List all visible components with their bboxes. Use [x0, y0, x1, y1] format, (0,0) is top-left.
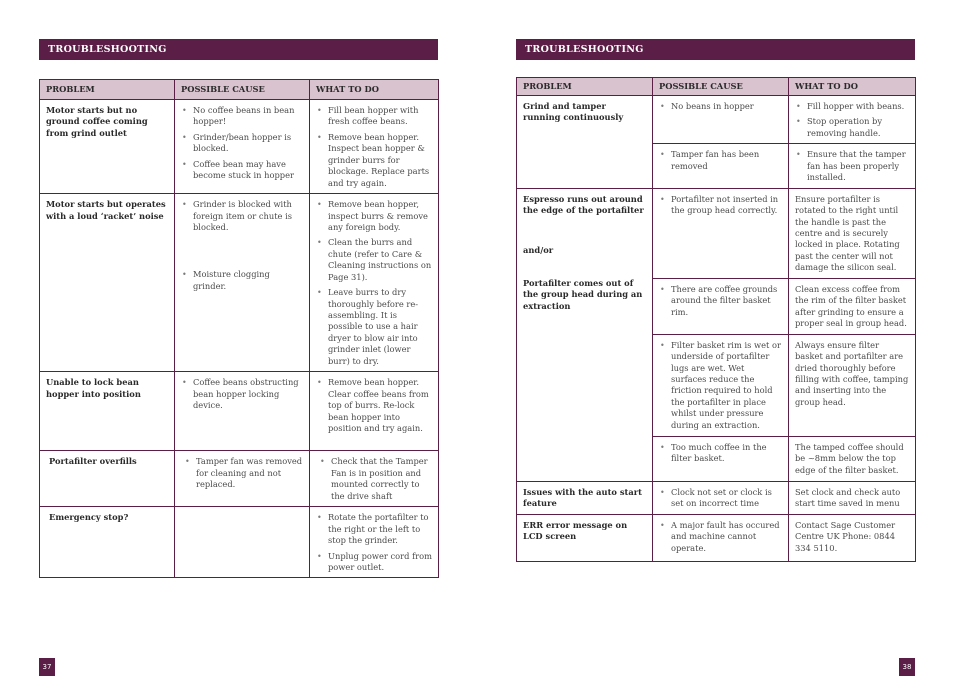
cause-item: • Coffee beans obstructing bean hopper locking device. — [181, 377, 303, 411]
cause-cell — [653, 96, 789, 144]
column-header-problem: PROBLEM — [517, 78, 653, 96]
table-row — [517, 188, 916, 278]
cause-item: • Too much coffee in the filter basket. — [659, 442, 782, 465]
action-cell: Set clock and check auto start time saved in menu — [789, 481, 916, 514]
problem-cell: Espresso runs out around the edge of the portafilter and/or Portafilter comes out of the group head during an extraction — [517, 188, 653, 481]
problem-cell: Emergency stop? — [40, 507, 175, 578]
action-item: • Ensure that the tamper fan has been properly installed. — [795, 149, 909, 183]
action-cell: Contact Sage Customer Centre UK Phone: 0844 334 5110. — [789, 514, 916, 561]
action-item: • Remove bean hopper, inspect burrs & remove any foreign body. — [316, 199, 432, 233]
cause-cell — [175, 507, 310, 578]
left-section-header: TROUBLESHOOTING — [39, 39, 438, 60]
table-row — [517, 96, 916, 144]
problem-cell: ERR error message on LCD screen — [517, 514, 653, 561]
action-cell — [789, 144, 916, 188]
page-number-right: 38 — [899, 658, 915, 676]
action-cell: Clean excess coffee from the rim of the filter basket after grinding to ensure a proper seal in group head. — [789, 278, 916, 334]
problem-cell: Portafilter overfills — [40, 451, 175, 507]
column-header-what-to-do: WHAT TO DO — [789, 78, 916, 96]
cause-item: • Coffee bean may have become stuck in hopper — [181, 159, 303, 182]
cause-item: • Portafilter not inserted in the group head correctly. — [659, 194, 782, 217]
cause-item: • Tamper fan was removed for cleaning and not replaced. — [184, 456, 303, 490]
action-cell — [310, 451, 439, 507]
cause-cell — [175, 451, 310, 507]
action-cell — [310, 372, 439, 451]
problem-cell: Motor starts but operates with a loud ‘racket’ noise — [40, 194, 175, 372]
action-item: • Fill hopper with beans. — [795, 101, 909, 112]
action-item: • Remove bean hopper. Clear coffee beans from top of burrs. Re-lock bean hopper into position and try again. — [316, 377, 432, 434]
action-cell — [310, 100, 439, 194]
right-troubleshooting-table — [516, 77, 916, 562]
table-row — [40, 451, 439, 507]
action-cell — [310, 507, 439, 578]
table-row — [517, 481, 916, 514]
action-item: • Clean the burrs and chute (refer to Care & Cleaning instructions on Page 31). — [316, 237, 432, 283]
cause-item: • There are coffee grounds around the filter basket rim. — [659, 284, 782, 318]
cause-cell — [653, 334, 789, 436]
action-cell: Always ensure filter basket and portafilter are dried thoroughly before filling with coffee, tamping and inserting into the group head. — [789, 334, 916, 436]
cause-item: • Moisture clogging grinder. — [181, 269, 303, 292]
cause-cell — [653, 144, 789, 188]
cause-cell — [175, 194, 310, 372]
column-header-possible-cause: POSSIBLE CAUSE — [175, 80, 310, 100]
column-header-possible-cause: POSSIBLE CAUSE — [653, 78, 789, 96]
cause-item: • Grinder is blocked with foreign item or chute is blocked. — [181, 199, 303, 233]
table-row — [40, 372, 439, 451]
cause-item: • Tamper fan has been removed — [659, 149, 782, 172]
column-header-what-to-do: WHAT TO DO — [310, 80, 439, 100]
problem-cell: Unable to lock bean hopper into position — [40, 372, 175, 451]
table-row — [517, 514, 916, 561]
cause-cell — [653, 481, 789, 514]
cause-cell — [653, 188, 789, 278]
right-section-header: TROUBLESHOOTING — [516, 39, 915, 60]
cause-item: • No beans in hopper — [659, 101, 782, 112]
table-row — [40, 194, 439, 372]
cause-item: • A major fault has occured and machine cannot operate. — [659, 520, 782, 554]
cause-cell — [653, 436, 789, 481]
action-cell — [310, 194, 439, 372]
table-row — [40, 507, 439, 578]
action-item: • Stop operation by removing handle. — [795, 116, 909, 139]
action-cell — [789, 96, 916, 144]
action-cell: Ensure portafilter is rotated to the right until the handle is past the centre and is securely locked in place. Rotating past the center will not damage the silicon seal. — [789, 188, 916, 278]
action-item: • Check that the Tamper Fan is in position and mounted correctly to the drive shaft — [319, 456, 432, 502]
cause-item: • Grinder/bean hopper is blocked. — [181, 132, 303, 155]
problem-cell: Grind and tamper running continuously — [517, 96, 653, 189]
page-number-left: 37 — [39, 658, 55, 676]
action-item: • Rotate the portafilter to the right or the left to stop the grinder. — [316, 512, 432, 546]
table-row — [40, 100, 439, 194]
cause-item: • No coffee beans in bean hopper! — [181, 105, 303, 128]
action-cell: The tamped coffee should be ~8mm below the top edge of the filter basket. — [789, 436, 916, 481]
cause-item: • Filter basket rim is wet or underside of portafilter lugs are wet. Wet surfaces reduce the friction required to hold the portafilter in place whilst under pressure during an extraction. — [659, 340, 782, 432]
action-item: • Unplug power cord from power outlet. — [316, 551, 432, 574]
action-item: • Fill bean hopper with fresh coffee beans. — [316, 105, 432, 128]
action-item: • Leave burrs to dry thoroughly before re-assembling. It is possible to use a hair dryer to blow air into grinder inlet (lower burr) to dry. — [316, 287, 432, 367]
left-troubleshooting-table — [39, 79, 439, 578]
problem-cell: Motor starts but no ground coffee coming from grind outlet — [40, 100, 175, 194]
cause-cell — [653, 514, 789, 561]
column-header-problem: PROBLEM — [40, 80, 175, 100]
cause-item: • Clock not set or clock is set on incorrect time — [659, 487, 782, 510]
cause-cell — [653, 278, 789, 334]
action-item: • Remove bean hopper. Inspect bean hopper & grinder burrs for blockage. Replace parts and try again. — [316, 132, 432, 189]
cause-cell — [175, 372, 310, 451]
problem-cell: Issues with the auto start feature — [517, 481, 653, 514]
cause-cell — [175, 100, 310, 194]
